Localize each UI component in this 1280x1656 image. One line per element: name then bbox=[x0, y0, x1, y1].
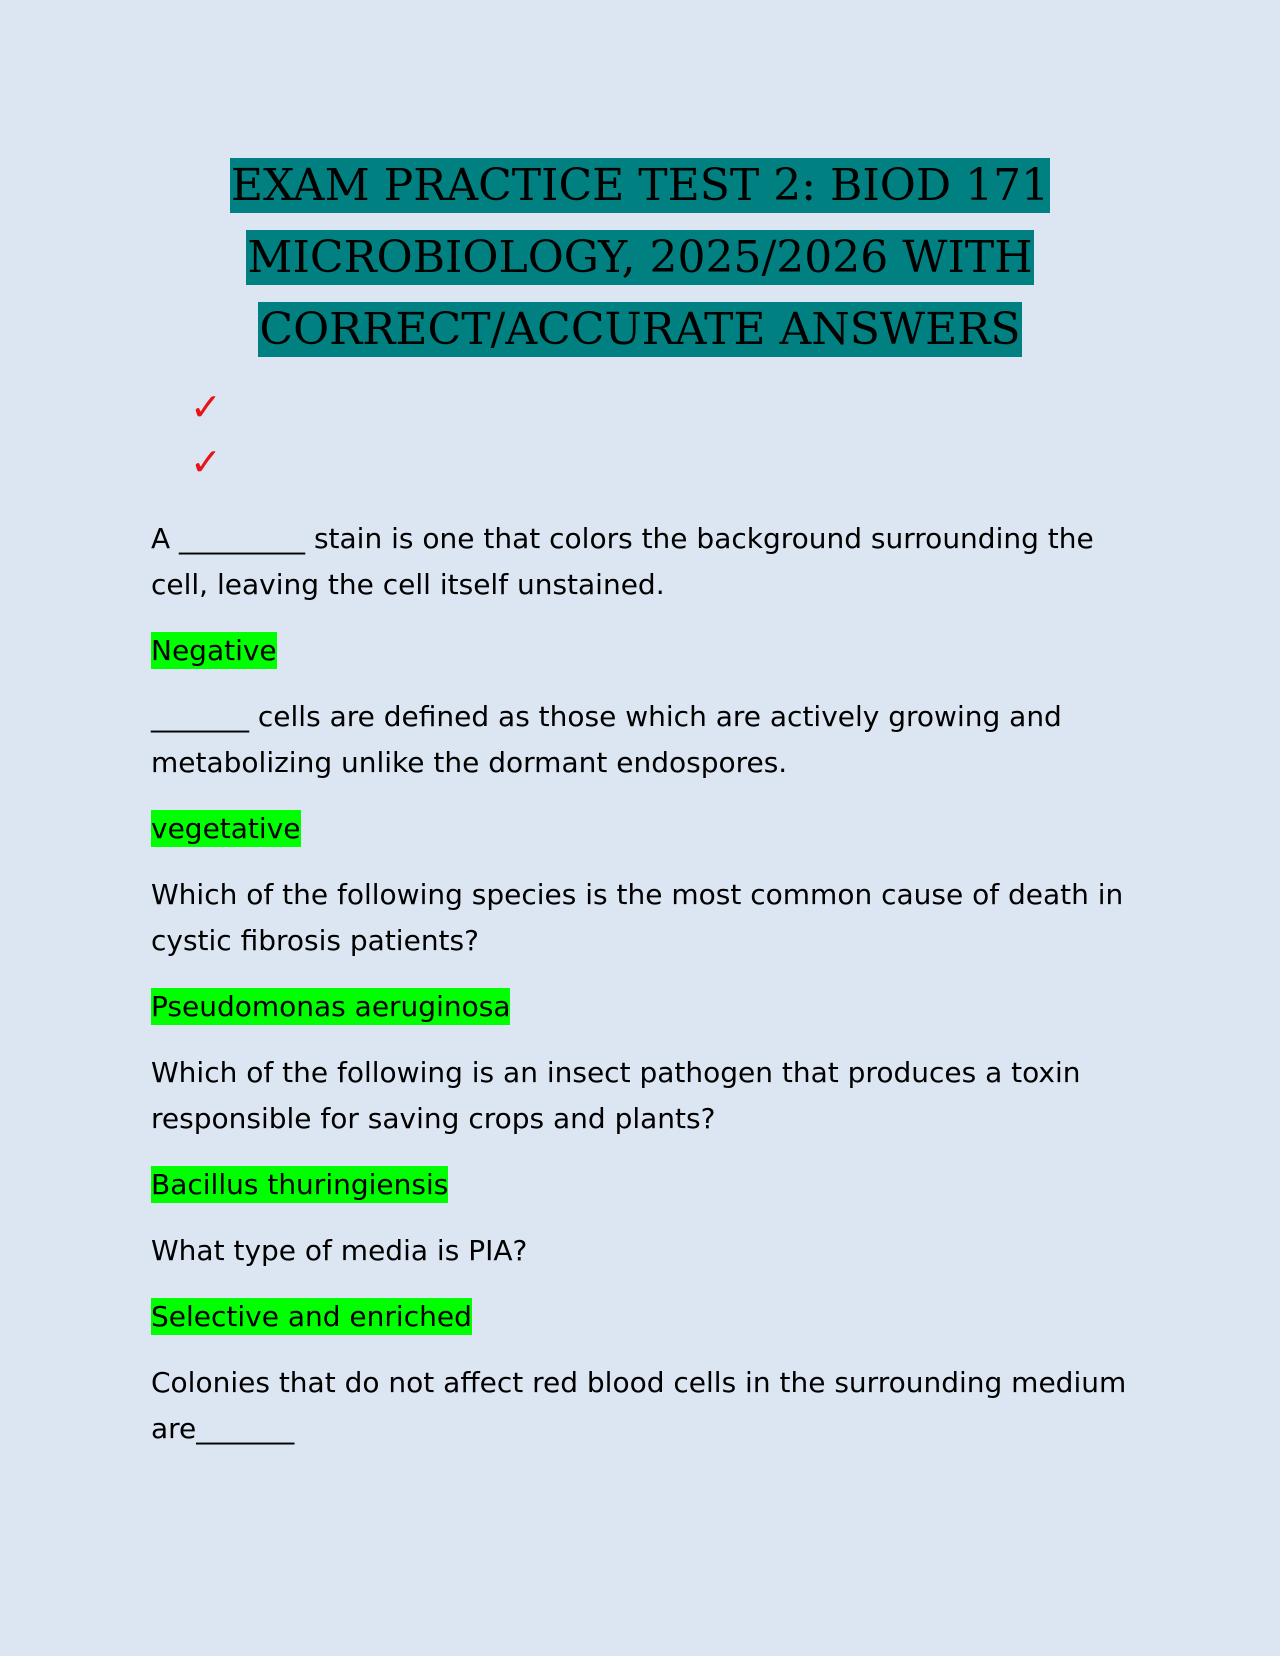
title-line-3: CORRECT/ACCURATE ANSWERS bbox=[259, 304, 1021, 355]
qa-list bbox=[151, 516, 1151, 1472]
question-text: Colonies that do not affect red blood cells in the surrounding medium are_______ bbox=[151, 1366, 1127, 1445]
question-text: _______ cells are defined as those which are actively growing and metabolizing unlike the dormant endospores. bbox=[151, 700, 1062, 779]
title-line-2: MICROBIOLOGY, 2025/2026 WITH bbox=[247, 232, 1033, 283]
question-text: Which of the following is an insect pathogen that produces a toxin responsible for saving crops and plants? bbox=[151, 1056, 1081, 1135]
answer-text: Negative bbox=[151, 634, 277, 667]
answer-text: vegetative bbox=[151, 812, 301, 845]
check-mark-list bbox=[190, 380, 222, 490]
answer-text: Pseudomonas aeruginosa bbox=[151, 990, 511, 1023]
answer-text: Selective and enriched bbox=[151, 1300, 472, 1333]
question-text: Which of the following species is the most common cause of death in cystic fibrosis patients? bbox=[151, 878, 1124, 957]
document-title bbox=[0, 150, 1280, 366]
answer-text: Bacillus thuringiensis bbox=[151, 1168, 449, 1201]
check-mark-icon: ✓ bbox=[190, 440, 222, 484]
question-text: What type of media is PIA? bbox=[151, 1234, 528, 1267]
title-line-1: EXAM PRACTICE TEST 2: BIOD 171 bbox=[230, 160, 1050, 211]
question-text: A _________ stain is one that colors the background surrounding the cell, leaving the cell itself unstained. bbox=[151, 522, 1094, 601]
check-mark-icon: ✓ bbox=[190, 385, 222, 429]
